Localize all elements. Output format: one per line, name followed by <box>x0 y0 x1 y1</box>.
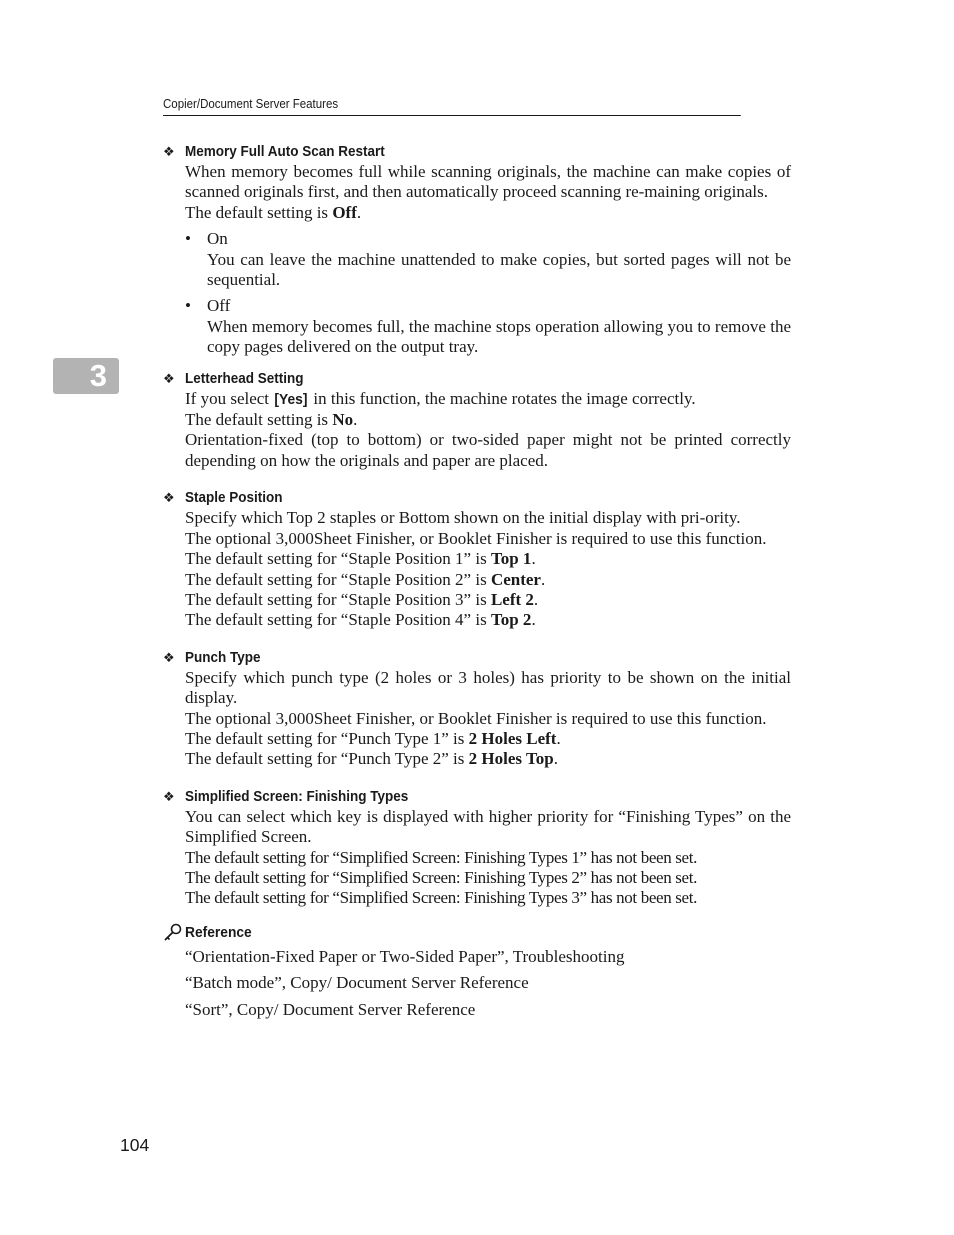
option-description: When memory becomes full, the machine stops operation allowing you to remove the copy pages delivered on the output tray. <box>207 316 791 357</box>
default-setting-line <box>185 570 791 590</box>
default-value: Left 2 <box>490 589 534 609</box>
diamond-marker-icon: ❖ <box>163 788 175 804</box>
text: The default setting for “Staple Position 4” is <box>185 610 491 630</box>
default-setting-line <box>185 610 791 630</box>
default-value: 2 Holes Top <box>468 749 554 769</box>
diamond-marker-icon: ❖ <box>163 490 175 506</box>
paragraph: You can select which key is displayed with higher priority for “Finishing Types” on the Simplified Screen. <box>185 806 791 847</box>
section-heading <box>163 787 791 807</box>
reference-item: “Sort”, Copy/ Document Server Reference <box>185 999 476 1019</box>
default-setting-line <box>185 410 791 430</box>
reference-title: Reference <box>185 923 252 941</box>
default-value: Top 1 <box>490 549 532 569</box>
text: . <box>556 728 561 748</box>
chapter-number: 3 <box>89 358 107 393</box>
text: If you select <box>185 388 274 408</box>
default-setting-line <box>185 590 791 610</box>
list-item <box>185 229 791 290</box>
list-item <box>185 296 791 357</box>
reference-item: “Orientation-Fixed Paper or Two-Sided Paper”, Troubleshooting <box>185 946 625 966</box>
section-body <box>185 508 791 630</box>
text: . <box>533 589 539 609</box>
key-reference-icon-graphic <box>163 923 185 943</box>
text: The default setting for “Staple Position 2” is <box>185 569 491 589</box>
text: . <box>531 549 536 569</box>
section-simplified-screen <box>163 787 791 909</box>
section-punch-type <box>163 648 791 770</box>
text: The default setting is <box>185 410 333 430</box>
diamond-marker-icon: ❖ <box>163 370 175 386</box>
paragraph: When memory becomes full while scanning originals, the machine can make copies of scanned originals first, and then automatically proceed scanning re-maining originals. <box>185 162 791 202</box>
default-value: 2 Holes Left <box>468 728 557 748</box>
section-letterhead <box>163 369 791 472</box>
section-title: Punch Type <box>185 648 261 666</box>
reference-list <box>185 947 791 1020</box>
default-setting-line <box>185 729 791 749</box>
section-heading <box>163 648 791 668</box>
page-number: 104 <box>120 1135 150 1155</box>
section-heading <box>163 369 791 389</box>
text: The default setting for “Punch Type 2” is <box>185 749 469 769</box>
option-description: You can leave the machine unattended to make copies, but sorted pages will not be sequential. <box>207 249 791 290</box>
text: The default setting for “Staple Position 1” is <box>185 549 491 569</box>
default-setting-line <box>185 549 791 569</box>
default-setting-line <box>185 749 791 769</box>
text: . <box>531 610 536 630</box>
default-value: Center <box>490 569 541 589</box>
default-setting-line: The default setting for “Simplified Screen: Finishing Types 3” has not been set. <box>185 888 698 908</box>
default-value: Off <box>332 202 357 222</box>
option-text <box>207 229 791 290</box>
key-label: [Yes] <box>274 390 308 408</box>
paragraph <box>185 389 791 410</box>
key-reference-icon <box>163 923 185 943</box>
option-label: Off <box>207 296 231 316</box>
diamond-marker-icon: ❖ <box>163 144 175 159</box>
section-memory-full <box>163 142 791 358</box>
page-content <box>163 142 791 1026</box>
paragraph: Orientation-fixed (top to bottom) or two-sided paper might not be printed correctly depending on how the originals and paper are placed. <box>185 430 791 470</box>
text: . <box>353 410 358 430</box>
text: in this function, the machine rotates the image correctly. <box>309 388 696 408</box>
paragraph: Specify which Top 2 staples or Bottom shown on the initial display with pri-ority. <box>185 508 741 528</box>
section-title: Memory Full Auto Scan Restart <box>185 143 385 160</box>
section-body <box>185 162 791 358</box>
diamond-marker-icon: ❖ <box>163 649 175 665</box>
section-title: Staple Position <box>185 489 283 507</box>
default-setting-line: The default setting for “Simplified Screen: Finishing Types 2” has not been set. <box>185 867 698 887</box>
running-header: Copier/Document Server Features <box>163 96 741 116</box>
section-staple-position <box>163 488 791 630</box>
text: The default setting is <box>185 202 333 222</box>
text: The default setting for “Staple Position 3” is <box>185 589 491 609</box>
chapter-tab <box>53 358 119 394</box>
section-body <box>185 389 791 472</box>
paragraph: The optional 3,000Sheet Finisher, or Booklet Finisher is required to use this function. <box>185 708 767 728</box>
bullet-icon: • <box>185 229 191 249</box>
paragraph: The optional 3,000Sheet Finisher, or Booklet Finisher is required to use this function. <box>185 528 767 548</box>
section-title: Letterhead Setting <box>185 369 304 387</box>
section-body <box>185 668 791 770</box>
default-value: Top 2 <box>490 610 532 630</box>
reference-section <box>163 923 791 1020</box>
reference-item: “Batch mode”, Copy/ Document Server Reference <box>185 973 529 993</box>
text: . <box>540 569 546 589</box>
section-title: Simplified Screen: Finishing Types <box>185 787 409 805</box>
default-setting-line: The default setting for “Simplified Screen: Finishing Types 1” has not been set. <box>185 847 698 867</box>
section-heading <box>163 142 791 162</box>
section-heading <box>163 488 791 508</box>
default-value: No <box>332 410 354 430</box>
option-list <box>185 229 791 357</box>
text: . <box>553 749 558 769</box>
text: The default setting for “Punch Type 1” is <box>185 728 469 748</box>
option-text <box>207 296 791 357</box>
paragraph: Specify which punch type (2 holes or 3 holes) has priority to be shown on the initial display. <box>185 667 791 708</box>
section-body <box>185 807 791 909</box>
bullet-icon: • <box>185 296 191 316</box>
reference-heading <box>163 923 791 943</box>
option-label: On <box>207 229 228 249</box>
text: . <box>356 202 362 222</box>
default-setting-line <box>185 203 791 223</box>
